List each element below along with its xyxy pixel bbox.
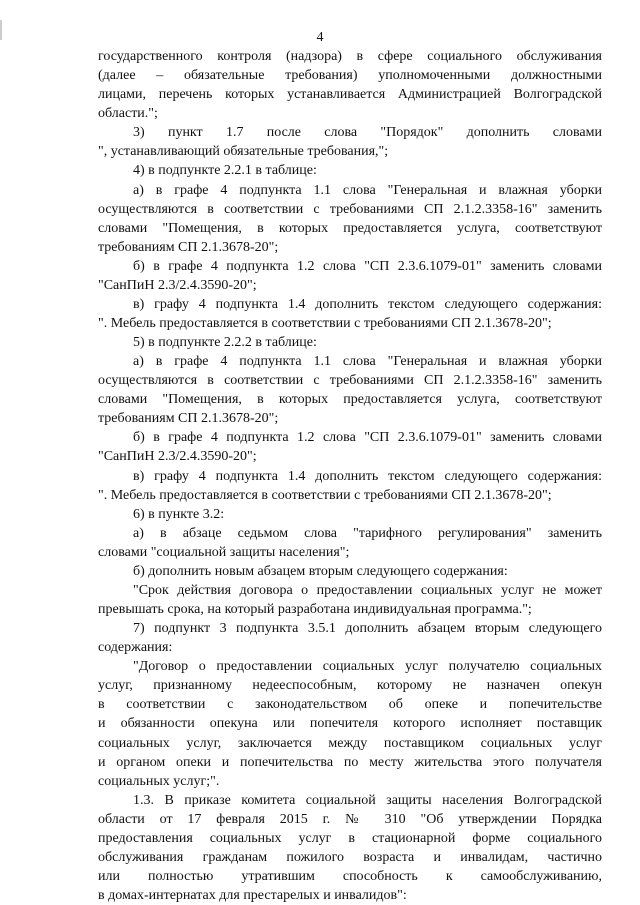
text-line: предоставления социальных услуг в стационарной форме социального	[98, 830, 602, 846]
text-line: осуществляются в соответствии с требованиями СП 2.1.2.3358-16" заменить	[98, 201, 602, 217]
text-line: б) дополнить новым абзацем вторым следующего содержания:	[133, 563, 508, 579]
text-line: б) в графе 4 подпункта 1.2 слова "СП 2.3.6.1079-01" заменить словами	[133, 258, 602, 274]
text-line: содержания:	[98, 640, 173, 656]
text-line: "СанПиН 2.3/2.4.3590-20";	[98, 277, 257, 293]
text-line: б) в графе 4 подпункта 1.2 слова "СП 2.3.6.1079-01" заменить словами	[133, 430, 602, 446]
text-line: "Договор о предоставлении социальных услуг получателю социальных	[133, 659, 602, 675]
text-line: ", устанавливающий обязательные требования,";	[98, 144, 389, 160]
text-line: социальных услуг;".	[98, 773, 220, 789]
text-line: 7) подпункт 3 подпункта 3.5.1 дополнить абзацем вторым следующего	[133, 621, 602, 636]
text-line: ". Мебель предоставляется в соответствии с требованиями СП 2.1.3678-20";	[98, 487, 552, 503]
text-line: 3) пункт 1.7 после слова "Порядок" дополнить словами	[133, 125, 602, 141]
text-line: услуг, признанному недееспособным, которому не назначен опекун	[98, 678, 602, 694]
text-line: а) в абзаце седьмом слова "тарифного регулирования" заменить	[133, 525, 602, 541]
text-line: и обязанности опекуна или попечителя которого исполняет поставщик	[98, 716, 602, 732]
text-line: осуществляются в соответствии с требованиями СП 2.1.2.3358-16" заменить	[98, 373, 602, 389]
text-line: словами "Помещения, в которых предоставляется услуга, соответствуют	[98, 220, 602, 236]
text-line: в) графу 4 подпункта 1.4 дополнить текстом следующего содержания:	[133, 296, 602, 312]
text-line: области от 17 февраля 2015 г. № 310 "Об утверждении Порядка	[98, 811, 602, 827]
text-line: или полностью утратившим способность к самообслуживанию,	[98, 868, 602, 884]
text-line: словами "социальной защиты населения";	[98, 544, 350, 560]
text-line: 1.3. В приказе комитета социальной защиты населения Волгоградской	[133, 792, 602, 808]
text-line: лицами, перечень которых устанавливается Администрацией Волгоградской	[98, 87, 602, 103]
page-number: 4	[316, 30, 324, 45]
text-line: обслуживания гражданам пожилого возраста и инвалидам, частично	[98, 849, 602, 865]
text-line: а) в графе 4 подпункта 1.1 слова "Генеральная и влажная уборки	[133, 354, 602, 370]
text-line: словами "Помещения, в которых предоставляется услуга, соответствуют	[98, 392, 602, 408]
text-line: в домах-интернатах для престарелых и инвалидов":	[98, 888, 407, 903]
text-line: "СанПиН 2.3/2.4.3590-20";	[98, 449, 257, 465]
text-line: и органом опеки и попечительства по месту жительства этого получателя	[98, 754, 602, 770]
text-line: "Срок действия договора о предоставлении социальных услуг не может	[133, 582, 602, 598]
text-line: требованиям СП 2.1.3678-20";	[98, 411, 279, 427]
text-line: превышать срока, на который разработана индивидуальная программа.";	[98, 602, 532, 617]
text-line: в) графу 4 подпункта 1.4 дополнить текстом следующего содержания:	[133, 468, 602, 484]
text-line: 4) в подпункте 2.2.1 в таблице:	[133, 163, 317, 179]
text-line: области.";	[98, 106, 158, 122]
text-line: требованиям СП 2.1.3678-20";	[98, 239, 279, 255]
text-line: в соответствии с законодательством об опеке и попечительстве	[98, 697, 602, 713]
text-line: ". Мебель предоставляется в соответствии с требованиями СП 2.1.3678-20";	[98, 316, 552, 331]
text-line: социальных услуг, заключается между поставщиком социальных услуг	[98, 735, 602, 751]
text-line: (далее – обязательные требования) уполномоченными должностными	[98, 68, 602, 84]
text-line: государственного контроля (надзора) в сфере социального обслуживания	[98, 49, 602, 64]
text-line: 6) в пункте 3.2:	[133, 506, 225, 522]
text-line: а) в графе 4 подпункта 1.1 слова "Генеральная и влажная уборки	[133, 182, 602, 198]
text-line: 5) в подпункте 2.2.2 в таблице:	[133, 335, 317, 350]
